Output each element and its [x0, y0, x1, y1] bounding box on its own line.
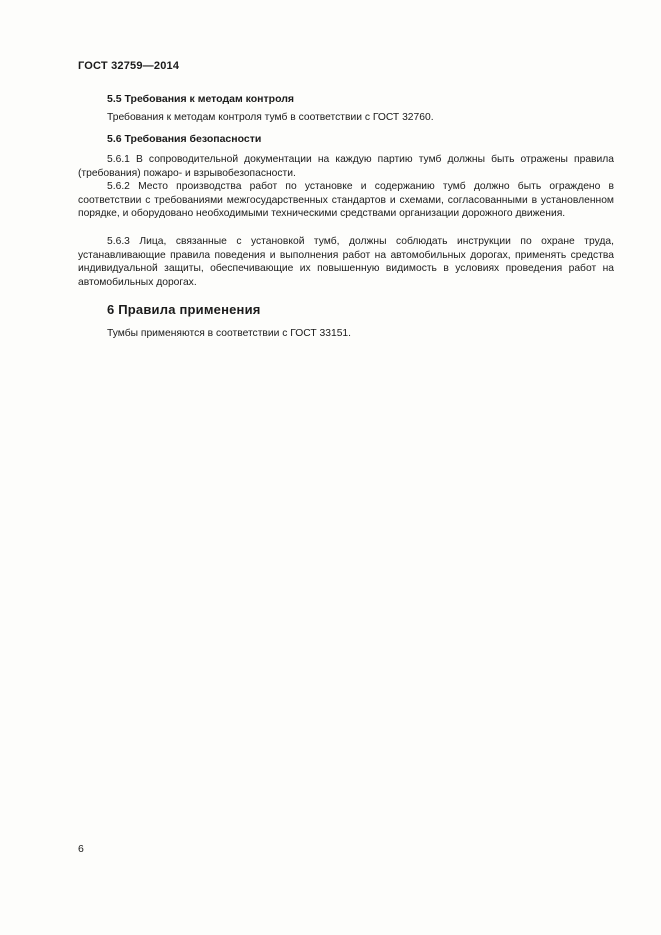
paragraph-5-6-1: 5.6.1 В сопроводительной документации на каждую партию тумб должны быть отражены правила (требования) пожаро- и взрывобезопасности. [78, 154, 614, 179]
section-5-6-heading: 5.6 Требования безопасности [107, 133, 262, 145]
section-6-heading: 6 Правила применения [107, 302, 261, 317]
section-5-5-text: Требования к методам контроля тумб в соответствии с ГОСТ 32760. [107, 112, 434, 123]
paragraph-5-6-2: 5.6.2 Место производства работ по установке и содержанию тумб должно быть ограждено в соответствии с требованиями межгосударственных стандартов и схемами, согласованными в установленном порядке, и оборудовано необходимыми техническими средствами организации дорожного движения. [78, 181, 614, 220]
paragraph-5-6-3: 5.6.3 Лица, связанные с установкой тумб, должны соблюдать инструкции по охране труда, устанавливающие правила поведения и выполнения работ на автомобильных дорогах, применять средства индивидуальной защиты, обеспечивающие их повышенную видимость в условиях проведения работ на автомобильных дорогах. [78, 236, 614, 288]
section-5-5-heading: 5.5 Требования к методам контроля [107, 93, 295, 105]
page-number: 6 [78, 843, 84, 855]
document-code-header: ГОСТ 32759—2014 [78, 60, 180, 72]
section-6-text: Тумбы применяются в соответствии с ГОСТ 33151. [107, 328, 352, 339]
